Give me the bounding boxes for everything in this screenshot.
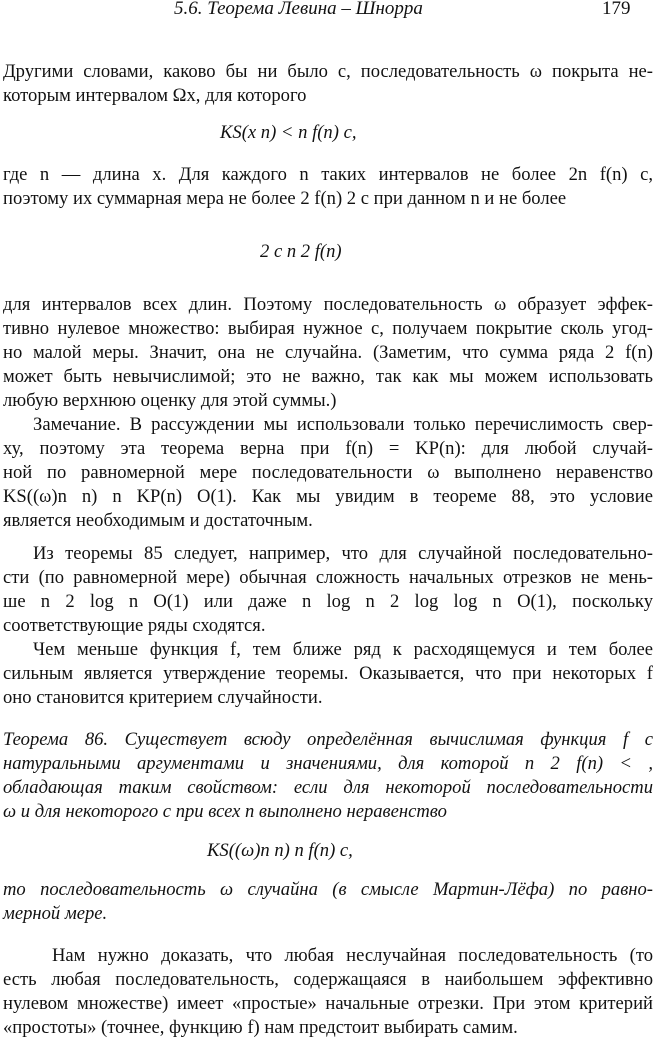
text-line: является необходимым и достаточным. [3,510,313,531]
text-line: но малой меры. Значит, она не случайна. (Заметим, что сумма ряда 2 f(n) [3,342,653,363]
theorem-line: мерной мере. [3,903,108,924]
text-line: ной по равномерной мере последовательности ω выполнено неравенство [3,462,653,483]
text-line: тивно нулевое множество: выбирая нужное c, получаем покрытие сколь угод- [3,318,653,339]
text-line: может быть невычислимой; это не важно, так как мы можем использовать [3,366,653,387]
text-line: Другими словами, каково бы ни было c, последовательность ω покрыта не- [3,61,653,82]
text-line: ше n 2 log n O(1) или даже n log n 2 log log n O(1), поскольку [3,591,653,612]
theorem-line: натуральными аргументами и значениями, для которой n 2 f(n) < , [3,753,653,774]
text-line: Из теоремы 85 следует, например, что для случайной последовательно- [33,543,653,564]
formula: KS((ω)n n) n f(n) c, [207,840,353,861]
text-line: где n — длина x. Для каждого n таких интервалов не более 2n f(n) c, [3,164,653,185]
formula: 2 c n 2 f(n) [260,241,342,262]
text-line: ху, поэтому эта теорема верна при f(n) = KP(n): для любой случай- [3,438,653,459]
text-line: есть любая последовательность, содержащаяся в наибольшем эффективно [3,969,653,990]
text-line: для интервалов всех длин. Поэтому последовательность ω образует эффек- [3,294,653,315]
theorem-line: обладающая таким свойством: если для некоторой последовательности [3,777,653,798]
text-line: Чем меньше функция f, тем ближе ряд к расходящемуся и тем более [33,639,653,660]
text-line: поэтому их суммарная мера не более 2 f(n) 2 c при данном n и не более [3,188,567,209]
text-line: оно становится критерием случайности. [3,687,323,708]
running-header [0,0,654,20]
text-line: KS((ω)n n) n KP(n) O(1). Как мы увидим в теореме 88, это условие [3,486,653,507]
section-title: 5.6. Теорема Левина – Шнорра [174,0,423,19]
text-line: Нам нужно доказать, что любая неслучайная последовательность (то [52,945,653,966]
page-number: 179 [602,0,631,19]
text-line: которым интервалом Ωx, для которого [3,85,307,106]
remark-line: Замечание. В рассуждении мы использовали только перечислимость свер- [33,414,653,435]
text-line: сильным является утверждение теоремы. Оказывается, что при некоторых f [3,663,653,684]
formula: KS(x n) < n f(n) c, [220,122,357,143]
text-line: нулевом множестве) имеет «простые» начальные отрезки. При этом критерий [3,993,653,1014]
text-line: «простоты» (точнее, функцию f) нам предстоит выбирать самим. [3,1017,518,1038]
theorem-line: Теорема 86. Существует всюду определённая вычислимая функция f с [3,729,653,750]
text-line: соответствующие ряды сходятся. [3,615,266,636]
text-line: сти (по равномерной мере) обычная сложность начальных отрезков не мень- [3,567,653,588]
theorem-line: то последовательность ω случайна (в смысле Мартин-Лёфа) по равно- [3,879,653,900]
text-line: любую верхнюю оценку для этой суммы.) [3,390,337,411]
theorem-line: ω и для некоторого c при всех n выполнено неравенство [3,801,447,822]
